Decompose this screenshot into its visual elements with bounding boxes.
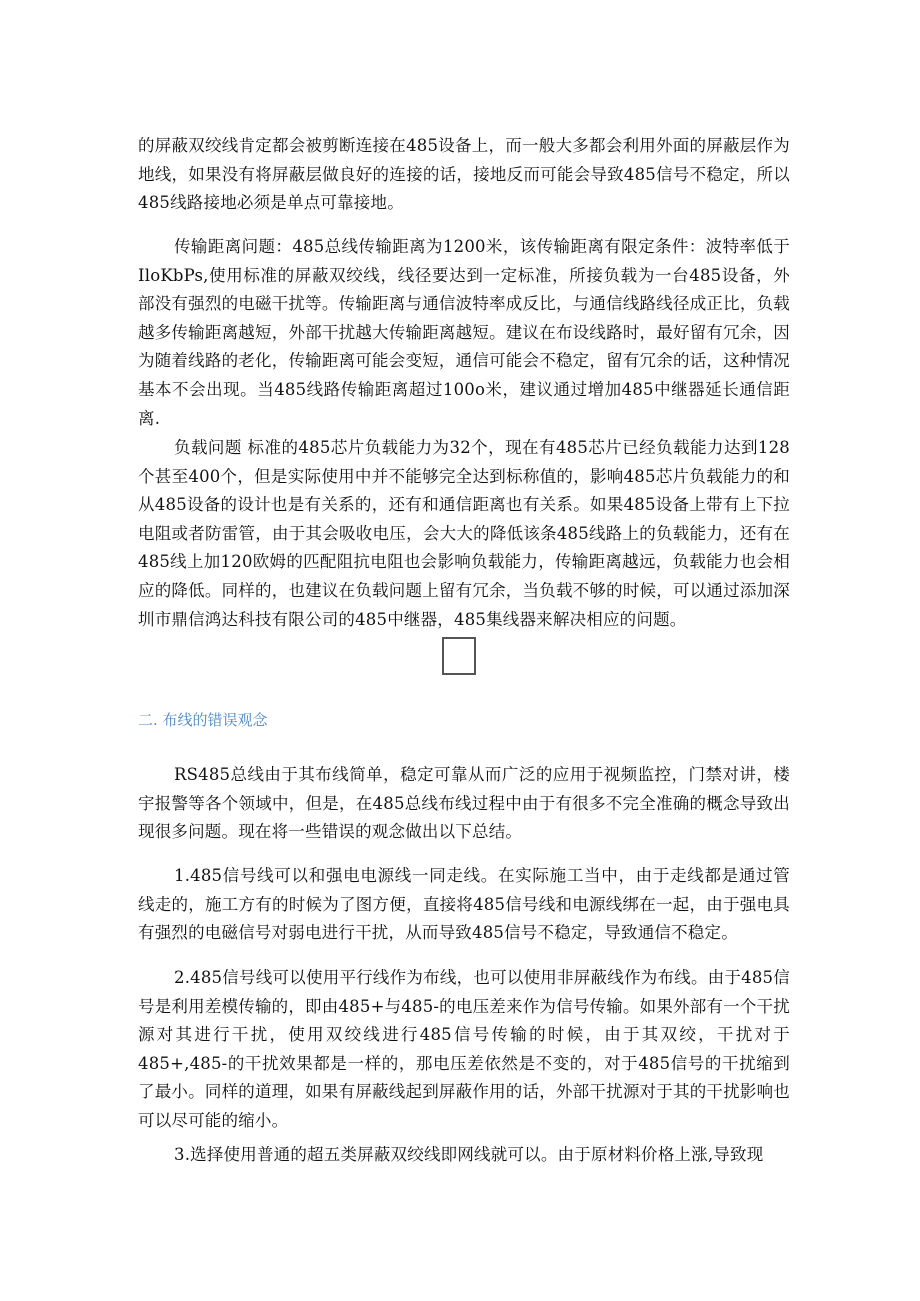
paragraph-misconception-3: 3.选择使用普通的超五类屏蔽双绞线即网线就可以。由于原材料价格上涨,导致现 [174, 1145, 764, 1164]
paragraph-misconception-2: 2.485信号线可以使用平行线作为布线，也可以使用非屏蔽线作为布线。由于485信号是利用差模传输的，即由485+与485-的电压差来作为信号传输。如果外部有一个干扰源对其进行干扰，使用双绞线进行485信号传输的时候，由于其双绞，干扰对于485+,485-的干扰效果都是一样的，那电压差依然是不变的，对于485信号的干扰缩到了最小。同样的道理，如果有屏蔽线起到屏蔽作用的话，外部干扰源对于其的干扰影响也可以尽可能的缩小。 [138, 968, 790, 1130]
paragraph-load-capacity: 负载问题 标准的485芯片负载能力为32个，现在有485芯片已经负载能力达到128个甚至400个，但是实际使用中并不能够完全达到标称值的，影响485芯片负载能力的和从485设备的设计也是有关系的，还有和通信距离也有关系。如果485设备上带有上下拉电阻或者防雷管，由于其会吸收电压，会大大的降低该条485线路上的负载能力，还有在485线上加120欧姆的匹配阻抗电阻也会影响负载能力，传输距离越远，负载能力也会相应的降低。同样的，也建议在负载问题上留有冗余，当负载不够的时候，可以通过添加深圳市鼎信鸿达科技有限公司的485中继器，485集线器来解决相应的问题。 [138, 438, 790, 629]
paragraph-transmission-distance: 传输距离问题：485总线传输距离为1200米，该传输距离有限定条件：波特率低于IloKbPs,使用标准的屏蔽双绞线，线径要达到一定标准，所接负载为一台485设备，外部没有强烈的电磁干扰等。传输距离与通信波特率成反比，与通信线路线径成正比，负载越多传输距离越短，外部干扰越大传输距离越短。建议在布设线路时，最好留有冗余，因为随着线路的老化，传输距离可能会变短，通信可能会不稳定，留有冗余的话，这种情况基本不会出现。当485线路传输距离超过100o米，建议通过增加485中继器延长通信距离. [138, 237, 790, 428]
paragraph-misconception-1: 1.485信号线可以和强电电源线一同走线。在实际施工当中，由于走线都是通过管线走的，施工方有的时候为了图方便，直接将485信号线和电源线绑在一起，由于强电具有强烈的电磁信号对弱电进行干扰，从而导致485信号不稳定，导致通信不稳定。 [138, 866, 790, 943]
paragraph-rs485-intro: RS485总线由于其布线简单，稳定可靠从而广泛的应用于视频监控，门禁对讲，楼宇报警等各个领域中，但是，在485总线布线过程中由于有很多不完全准确的概念导致出现很多问题。现在将一些错误的观念做出以下总结。 [138, 765, 790, 842]
section-heading: 二. 布线的错误观念 [138, 711, 268, 729]
paragraph-grounding-continuation: 的屏蔽双绞线肯定都会被剪断连接在485设备上，而一般大多都会利用外面的屏蔽层作为地线，如果没有将屏蔽层做良好的连接的话，接地反而可能会导致485信号不稳定，所以485线路接地必须是单点可靠接地。 [138, 136, 790, 213]
placeholder-image-box [442, 637, 476, 675]
